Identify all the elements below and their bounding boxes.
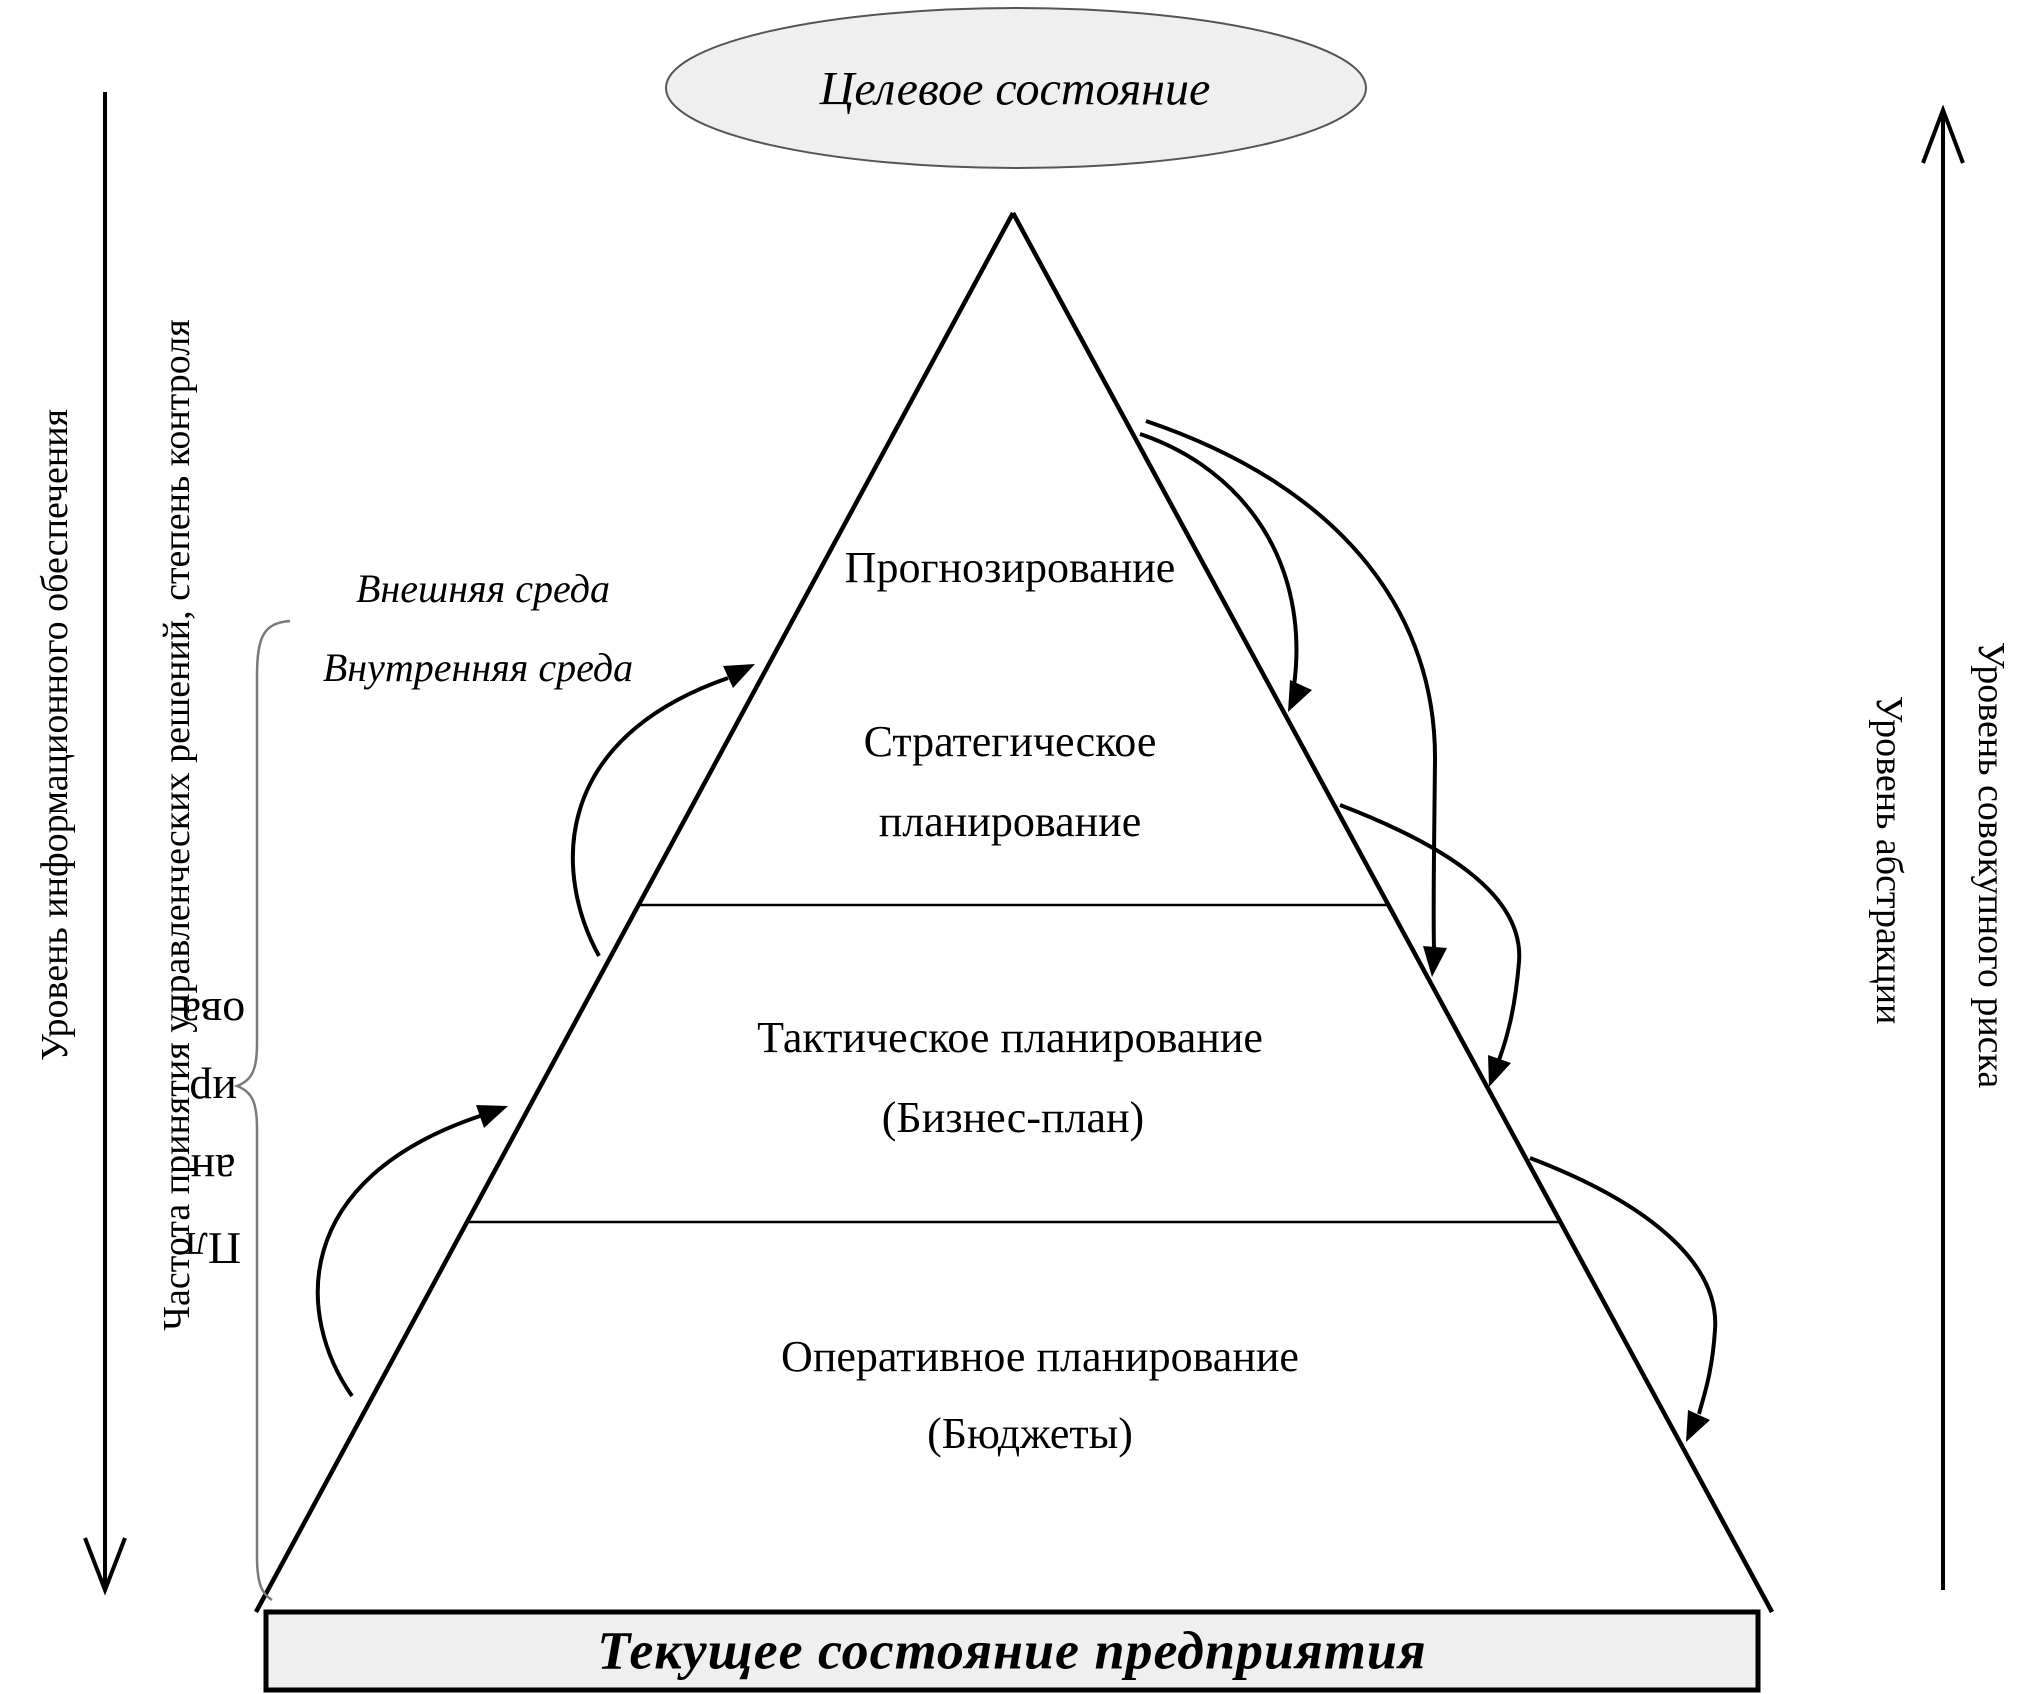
- pyramid-right-edge: [1013, 213, 1772, 1612]
- level-strategic-line1: Стратегическое: [863, 716, 1157, 766]
- external-environment-label: Внешняя среда: [355, 566, 611, 611]
- axis-decision-frequency: Частота принятия управленческих решений, степень контроля: [156, 319, 199, 1331]
- axis-aggregate-risk-level: Уровень совокупного риска: [1969, 641, 2012, 1089]
- fragment-line: ова: [180, 989, 246, 1040]
- current-state-label: Текущее состояние предприятия: [597, 1620, 1427, 1681]
- right-axis-arrow: [1923, 110, 1963, 1590]
- level-operational-line1: Оперативное планирование: [781, 1331, 1299, 1381]
- axis-abstraction-level: Уровень абстракции: [1867, 695, 1910, 1025]
- axis-information-support: Уровень информационного обеспечения: [34, 408, 77, 1062]
- fragment-line: ан: [190, 1145, 236, 1196]
- arrow-tactical-to-operational-edge: [1530, 1158, 1715, 1442]
- internal-environment-label: Внутренняя среда: [322, 645, 634, 690]
- arrow-operational-to-tactical: [318, 1105, 508, 1396]
- fragment-line: Пл: [184, 1223, 242, 1274]
- level-tactical-line1: Тактическое планирование: [757, 1012, 1263, 1062]
- level-forecasting-label: Прогнозирование: [844, 542, 1176, 592]
- arrow-tactical-to-strategic: [573, 664, 755, 956]
- level-tactical-line2: (Бизнес-план): [881, 1092, 1145, 1142]
- arrow-strategic-to-tactical-edge: [1340, 805, 1519, 1087]
- fragment-line: ир: [189, 1067, 237, 1118]
- level-operational-line2: (Бюджеты): [927, 1408, 1133, 1458]
- pyramid-left-edge: [256, 213, 1013, 1612]
- level-strategic-line2: планирование: [878, 796, 1142, 846]
- left-axis-arrow: [85, 92, 125, 1590]
- rotated-planning-fragment: [181, 975, 246, 1287]
- target-state-label: Целевое состояние: [819, 62, 1211, 116]
